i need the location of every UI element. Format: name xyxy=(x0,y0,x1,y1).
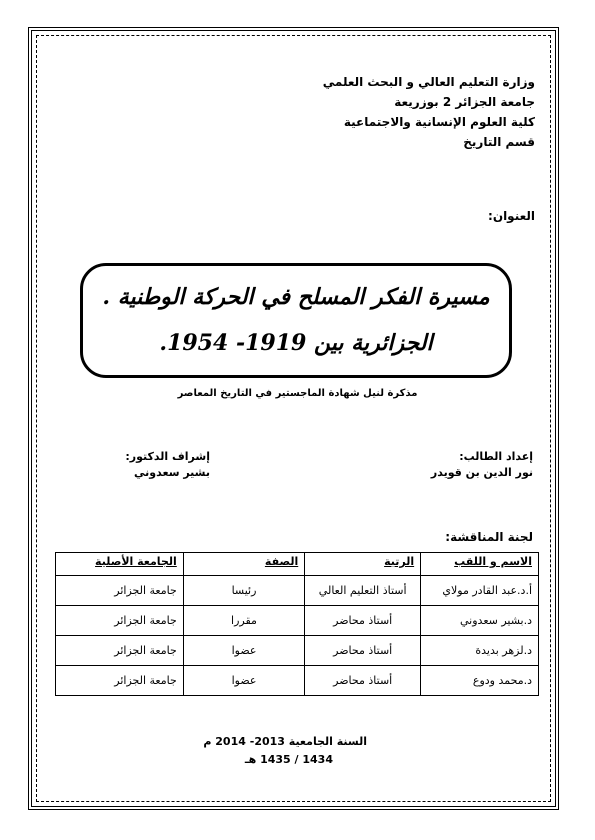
committee-label: لجنة المناقشة: xyxy=(445,530,533,544)
member-rank: أستاذ محاضر xyxy=(305,606,421,636)
member-role: رئيسا xyxy=(183,576,304,606)
student-name: نور الدين بن قويدر xyxy=(430,466,533,479)
ministry-name: وزارة التعليم العالي و البحث العلمي xyxy=(322,75,535,89)
member-role: عضوا xyxy=(183,666,304,696)
member-role: مقررا xyxy=(183,606,304,636)
table-row xyxy=(56,576,539,606)
supervisor-label: إشراف الدكتور: xyxy=(125,450,210,463)
member-name: أ.د.عبد القادر مولاي xyxy=(421,576,539,606)
member-university: جامعة الجزائر xyxy=(56,636,184,666)
table-row xyxy=(56,636,539,666)
title-label: العنوان: xyxy=(488,209,535,223)
thesis-subtitle: مذكرة لنيل شهادة الماجستير في التاريخ المعاصر xyxy=(177,388,418,399)
member-name: د.محمد ودوع xyxy=(421,666,539,696)
department-name: قسم التاريخ xyxy=(463,135,535,149)
member-role: عضوا xyxy=(183,636,304,666)
supervisor-name: بشير سعدوني xyxy=(134,466,210,479)
table-row xyxy=(56,606,539,636)
hijri-year: 1434 / 1435 هـ xyxy=(244,753,333,766)
member-name: د.لزهر بديدة xyxy=(421,636,539,666)
thesis-title-line-2: الجزائرية بين 1919- 1954. xyxy=(159,330,433,356)
thesis-title-box xyxy=(80,263,512,378)
academic-year: السنة الجامعية 2013- 2014 م xyxy=(203,735,367,748)
university-name: جامعة الجزائر 2 بوزريعة xyxy=(394,95,535,109)
institution-header xyxy=(235,72,535,152)
header-rank: الرتبة xyxy=(305,553,421,576)
member-rank: أستاذ التعليم العالي xyxy=(305,576,421,606)
member-name: د.بشير سعدوني xyxy=(421,606,539,636)
header-name: الاسم و اللقب xyxy=(421,553,539,576)
member-rank: أستاذ محاضر xyxy=(305,666,421,696)
table-header-row xyxy=(56,553,539,576)
table-row xyxy=(56,666,539,696)
member-university: جامعة الجزائر xyxy=(56,606,184,636)
member-university: جامعة الجزائر xyxy=(56,576,184,606)
committee-table xyxy=(55,552,539,696)
header-role: الصفة xyxy=(183,553,304,576)
member-university: جامعة الجزائر xyxy=(56,666,184,696)
prepared-by-label: إعداد الطالب: xyxy=(459,450,533,463)
faculty-name: كلية العلوم الإنسانية والاجتماعية xyxy=(343,115,535,129)
header-university: الجامعة الأصلية xyxy=(56,553,184,576)
member-rank: أستاذ محاضر xyxy=(305,636,421,666)
thesis-title-line-1: مسيرة الفكر المسلح في الحركة الوطنية . xyxy=(102,284,490,310)
